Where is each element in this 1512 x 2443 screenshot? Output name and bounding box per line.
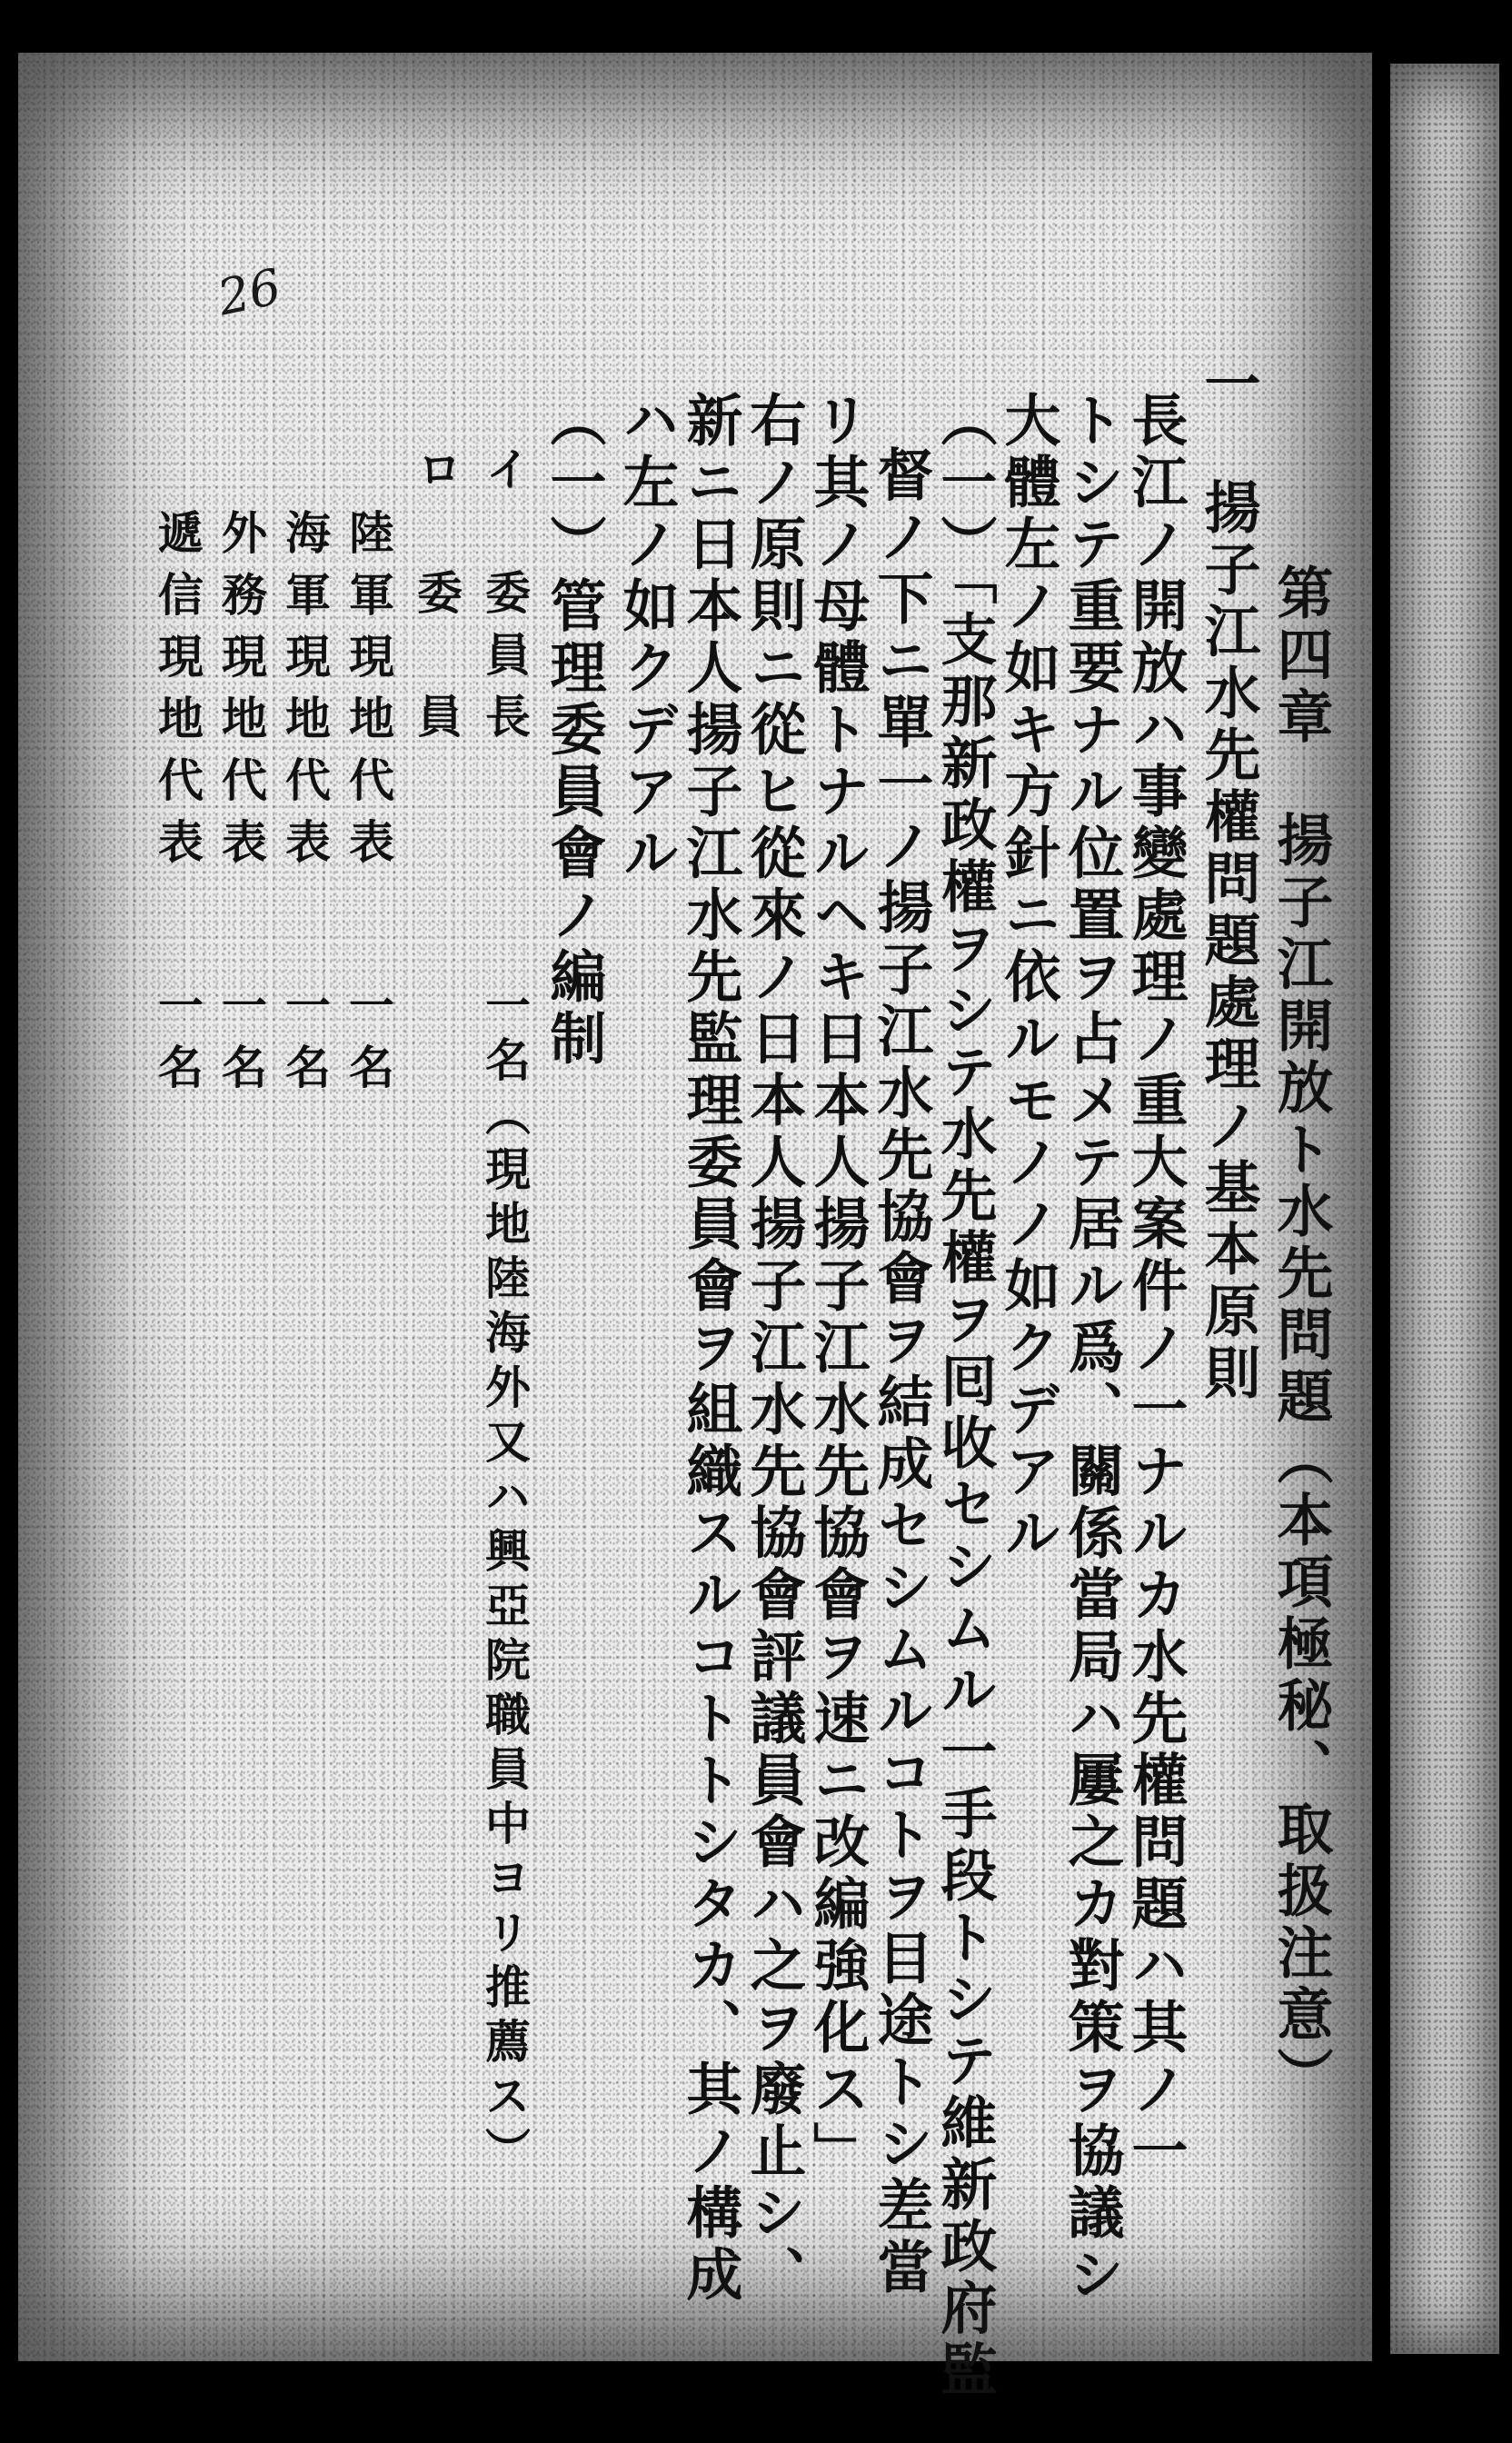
committee-heading: （一）管理委員會ノ編制 bbox=[541, 391, 607, 1071]
page-number: 26 bbox=[213, 257, 286, 327]
member-navy-name: 海軍現地代表 bbox=[278, 509, 331, 880]
member-army-count: 一名 bbox=[342, 982, 394, 1105]
body-line-7: 右ノ原則ニ從ヒ從來ノ日本人揚子江水先協會評議員會ハ之ヲ廢止シ、 bbox=[741, 391, 807, 2307]
body-line-5: 督ノ下ニ單一ノ揚子江水先協會ヲ結成セシムルコトヲ目途トシ差當 bbox=[868, 445, 934, 2299]
member-navy-count: 一名 bbox=[278, 982, 331, 1105]
chairman-detail: 一名（現地陸海外又ハ興亞院職員中ヨリ推薦ス） bbox=[478, 982, 531, 2181]
member-communications-name: 遞信現地代表 bbox=[151, 509, 204, 880]
members-label: ロ 委 員 bbox=[410, 445, 463, 754]
body-line-2: トシテ重要ナル位置ヲ占メテ居ル爲、關係當局ハ屢之カ對策ヲ協議シ bbox=[1059, 391, 1125, 2307]
chapter-title: 第四章 揚子江開放ト水先問題（本項極秘、取扱注意） bbox=[1268, 563, 1334, 2109]
member-foreign-count: 一名 bbox=[214, 982, 267, 1105]
member-communications-count: 一名 bbox=[151, 982, 204, 1105]
adjacent-page-edge bbox=[1390, 64, 1499, 2354]
body-line-1: 長江ノ開放ハ事變處理ノ重大案件ノ一ナルカ水先權問題ハ其ノ一 bbox=[1122, 391, 1189, 2183]
member-foreign-name: 外務現地代表 bbox=[214, 509, 267, 880]
member-army-name: 陸軍現地代表 bbox=[342, 509, 394, 880]
section-heading: 一 揚子江水先權問題處理ノ基本原則 bbox=[1195, 354, 1261, 1405]
page-gutter bbox=[1372, 55, 1390, 2381]
body-line-8: 新ニ日本人揚子江水先監理委員會ヲ組織スルコトトシタカ、其ノ構成 bbox=[677, 391, 743, 2307]
body-line-6: リ其ノ母體トナルヘキ日本人揚子江水先協會ヲ速ニ改編強化ス」 bbox=[804, 391, 870, 2183]
chairman-label: イ 委員長 bbox=[478, 445, 531, 754]
body-line-4: （一）「支那新政權ヲシテ水先權ヲ囘收セシムル一手段トシテ維新政府監 bbox=[931, 391, 998, 2402]
body-line-9: ハ左ノ如クデアル bbox=[613, 391, 680, 885]
body-line-3: 大體左ノ如キ方針ニ依ルモノノ如クデアル bbox=[995, 391, 1061, 1565]
